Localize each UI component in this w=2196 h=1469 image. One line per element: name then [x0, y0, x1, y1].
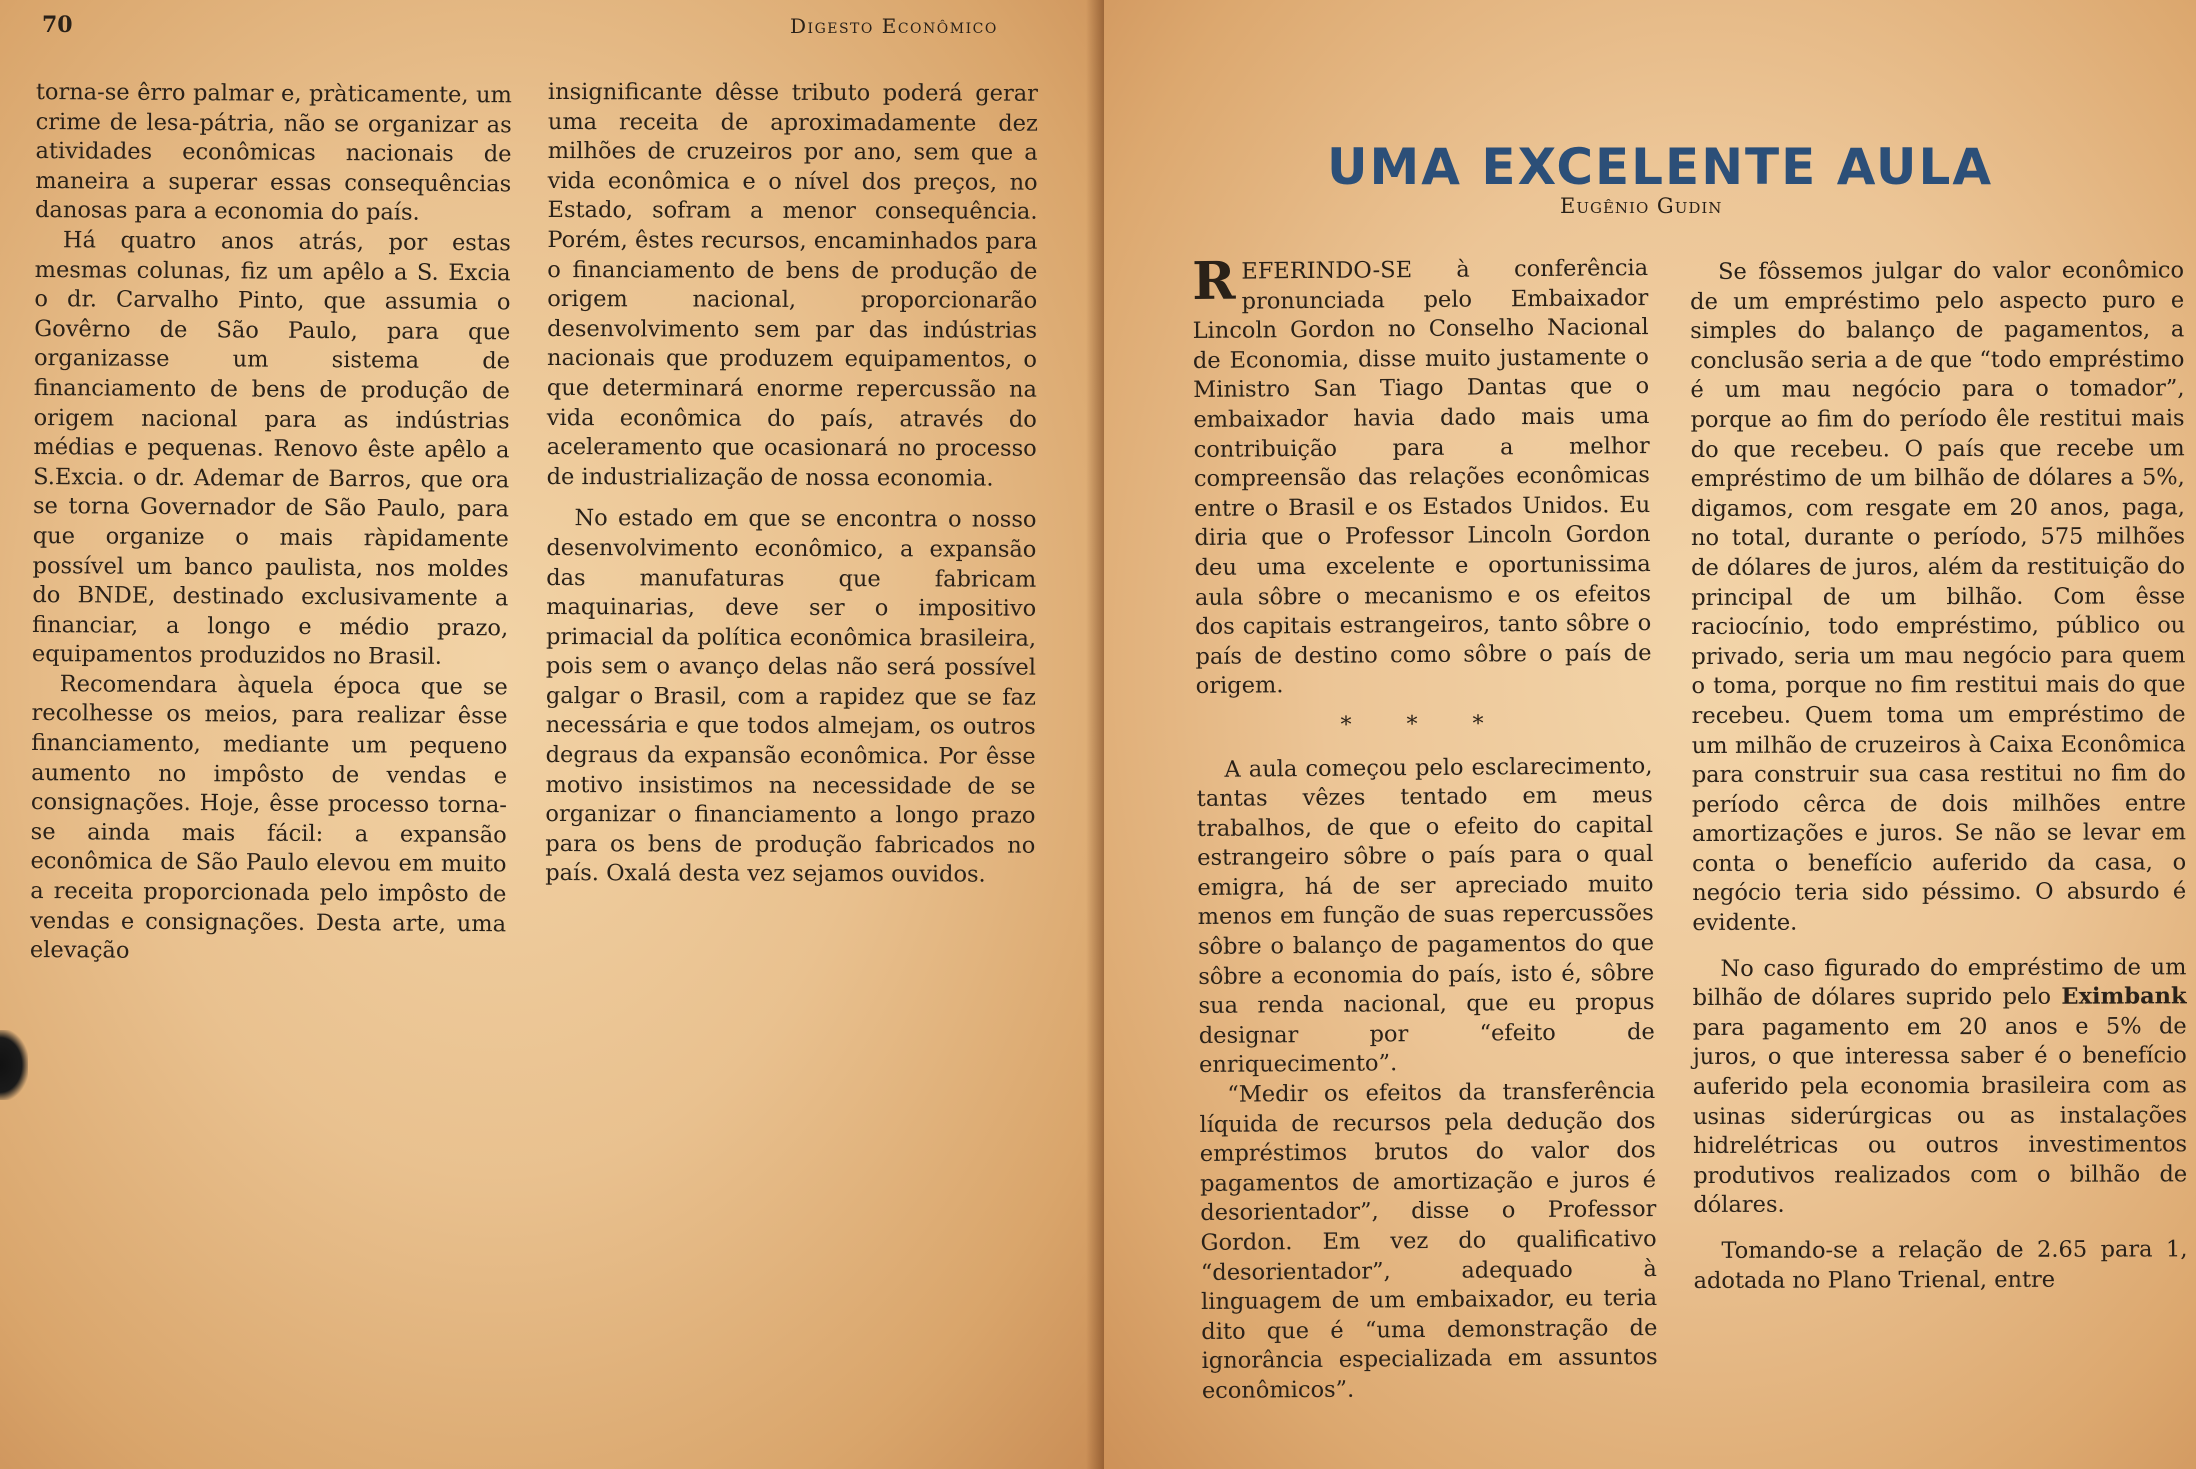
- paragraph: No estado em que se encontra o nosso desenvolvimento econômico, a expansão das manufaturas que fabricam maquinarias, deve ser o impositivo primacial da política econômica brasileira, pois sem o avanço delas não será possível galgar o Brasil, com a rapidez que se faz necessária e que todos almejam, os outros degraus da expansão econômica. Por êsse motivo insistimos na necessidade de se organizar o financiamento a longo prazo para os bens de produção fabricados no país. Oxalá desta vez sejamos ouvidos.: [545, 505, 1037, 888]
- paragraph: Há quatro anos atrás, por estas mesmas colunas, fiz um apêlo a S. Excia o dr. Carvalho Pinto, que assumia o Govêrno de São Paulo, para que organizasse um sistema de financiamento de bens de produção de origem nacional para as indústrias médias e pequenas. Renovo êste apêlo a S.Excia. o dr. Ademar de Barros, que ora se torna Governador de São Paulo, para que organize o mais ràpidamente possível um banco paulista, nos moldes do BNDE, destinado exclusivamente a financiar, a longo e médio prazo, equipamentos produzidos no Brasil.: [31, 227, 511, 671]
- drop-cap: R: [1191, 250, 1236, 312]
- paragraph: [1692, 953, 2187, 1221]
- paragraph: Recomendara àquela época que se recolhesse os meios, para realizar êsse financiamento, mediante um pequeno aumento no impôsto de vendas e consignações. Hoje, êsse processo torna-se ainda mais fácil: a expansão econômica de São Paulo elevou em muito a receita proporcionada pelo impôsto de vendas e consignações. Desta arte, uma elevação: [29, 671, 508, 964]
- left-column-1: [30, 78, 512, 969]
- paragraph: “Medir os efeitos da transferência líquida de recursos pela dedução dos empréstimos brutos do valor dos pagamentos de amortização e juros é desorientador”, disse o Professor Gordon. Em vez do qualificativo “desorientador”, adequado à linguagem de um embaixador, eu teria dito que é “uma demonstração de ignorância especializada em assuntos econômicos”.: [1199, 1078, 1658, 1404]
- paragraph: [1191, 250, 1652, 702]
- page-number: 70: [42, 12, 73, 38]
- right-column-1: [1191, 250, 1658, 1406]
- paragraph-text: EFERINDO-SE à conferência pronunciada pelo Embaixador Lincoln Gordon no Conselho Nacional de Economia, disse muito justamente o Ministro San Tiago Dantas que o embaixador havia dado mais uma contribuição para a melhor compreensão das relações econômicas entre o Brasil e os Estados Unidos. Eu diria que o Professor Lincoln Gordon deu uma excelente e oportunissima aula sôbre o mecanismo e os efeitos dos capitais estrangeiros, tanto sôbre o país de destino como sôbre o país de origem.: [1192, 255, 1652, 700]
- article-title: UMA EXCELENTE AULA: [1326, 138, 1994, 196]
- left-column-2: [545, 78, 1038, 891]
- paragraph-text: para pagamento em 20 anos e 5% de juros, o que interessa saber é o benefício auferido pela economia brasileira com as usinas siderúrgicas ou as instalações hidrelétricas ou outros investimentos produtivos realizados com o bilhão de dólares.: [1692, 1013, 2188, 1219]
- paragraph: torna-se êrro palmar e, pràticamente, um crime de lesa-pátria, não se organizar as atividades econômicas nacionais de maneira a superar essas consequências danosas para a economia do país.: [34, 78, 512, 227]
- section-divider-stars: * * *: [1340, 711, 1508, 738]
- paragraph: insignificante dêsse tributo poderá gerar uma receita de aproximadamente dez milhões de cruzeiros por ano, sem que a vida econômica e o nível dos preços, no Estado, sofram a menor consequência. Porém, êstes recursos, encaminhados para o financiamento de bens de produção de origem nacional, proporcionarão desenvolvimento sem par das indústrias nacionais que produzem equipamentos, o que determinará enorme repercussão na vida econômica do país, através do aceleramento que ocasionará no processo de industrialização de nossa economia.: [546, 78, 1038, 492]
- right-column-2: [1690, 256, 2188, 1296]
- paragraph: Tomando-se a relação de 2.65 para 1, adotada no Plano Trienal, entre: [1693, 1236, 2188, 1294]
- article-author: Eugênio Gudin: [1560, 194, 1723, 218]
- running-head: Digesto Econômico: [790, 14, 998, 38]
- bold-term: Eximbank: [2061, 983, 2187, 1010]
- paragraph: Se fôssemos julgar do valor econômico de um empréstimo pelo aspecto puro e simples do balanço de pagamentos, a conclusão seria a de que “todo empréstimo é um mau negócio para o tomador”, porque ao fim do período êle restitui mais do que recebeu. O país que recebe um empréstimo de um bilhão de dólares a 5%, digamos, com resgate em 20 anos, paga, no total, durante o período, 575 milhões de dólares de juros, além da restituição do principal de um bilhão. Com êsse raciocínio, todo empréstimo, público ou privado, seria um mau negócio para quem o toma, porque no fim restitui mais do que recebeu. Quem toma um empréstimo de um milhão de cruzeiros à Caixa Econômica para construir sua casa restitui no fim do período cêrca de dois milhões entre amortizações e juros. Se não se levar em conta o benefício auferido da casa, o negócio teria sido péssimo. O absurdo é evidente.: [1690, 257, 2187, 937]
- binding-hole: [0, 1030, 28, 1100]
- paragraph-text: No caso figurado do empréstimo de um bilhão de dólares suprido pelo: [1692, 953, 2187, 1012]
- paragraph: A aula começou pelo esclarecimento, tantas vêzes tentado em meus trabalhos, de que o efeito do capital estrangeiro sôbre o país para o qual emigra, há de ser apreciado muito menos em função de suas repercussões sôbre o balanço de pagamentos do que sôbre a economia do país, isto é, sôbre sua renda nacional, que eu propus designar por “efeito de enriquecimento”.: [1196, 752, 1655, 1079]
